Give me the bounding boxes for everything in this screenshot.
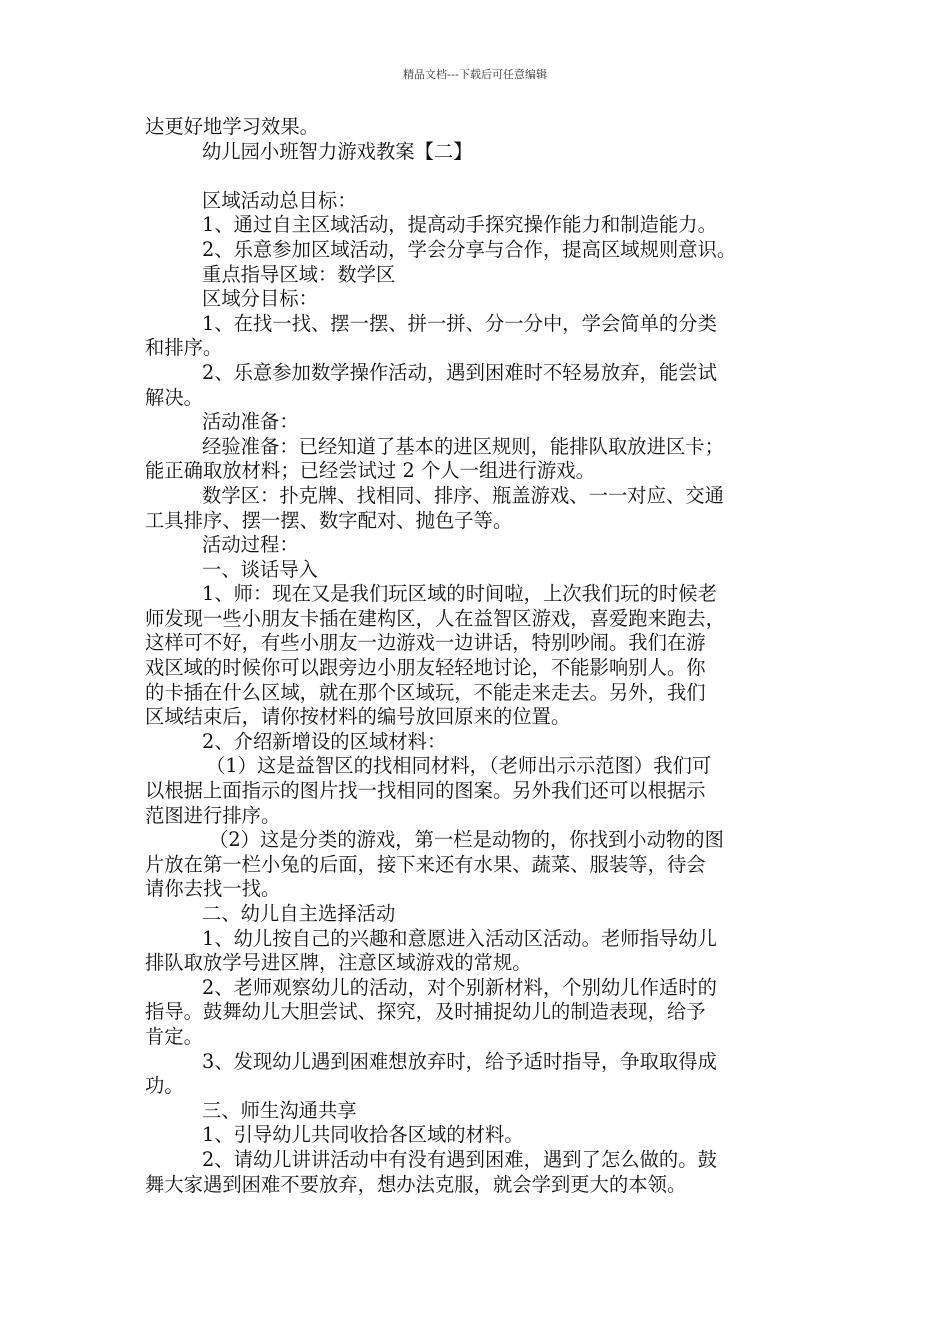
- paragraph-line: 戏区域的时候你可以跟旁边小朋友轻轻地讨论，不能影响别人。你: [145, 656, 706, 680]
- paragraph-line: 2、乐意参加数学操作活动，遇到困难时不轻易放弃，能尝试: [202, 360, 717, 384]
- paragraph-line: 数学区：扑克牌、找相同、排序、瓶盖游戏、一一对应、交通: [202, 483, 724, 507]
- paragraph-line: 师发现一些小朋友卡插在建构区，人在益智区游戏，喜爱跑来跑去，: [145, 606, 725, 630]
- paragraph-line: 片放在第一栏小兔的后面，接下来还有水果、蔬菜、服装等，待会: [145, 852, 706, 876]
- paragraph-line: 1、师：现在又是我们玩区域的时间啦，上次我们玩的时候老: [202, 582, 717, 606]
- section-title: 幼儿园小班智力游戏教案【二】: [202, 139, 473, 163]
- paragraph-line: 2、老师观察幼儿的活动，对个别新材料，个别幼儿作适时的: [202, 975, 717, 999]
- paragraph-line: 舞大家遇到困难不要放弃，想办法克服，就会学到更大的本领。: [145, 1172, 687, 1196]
- paragraph-line: 工具排序、摆一摆、数字配对、抛色子等。: [145, 508, 513, 532]
- paragraph-line: 2、请幼儿讲讲活动中有没有遇到困难，遇到了怎么做的。鼓: [202, 1147, 717, 1171]
- paragraph-line: 以根据上面指示的图片找一找相同的图案。另外我们还可以根据示: [145, 779, 706, 803]
- paragraph-line: 1、通过自主区域活动，提高动手探究操作能力和制造能力。: [202, 213, 717, 237]
- paragraph-line: 请你去找一找。: [145, 877, 281, 901]
- blank-line: [145, 164, 809, 189]
- heading-part-two: 二、幼儿自主选择活动: [202, 902, 396, 925]
- paragraph-line: 肯定。: [145, 1024, 203, 1048]
- paragraph-line: 指导。鼓舞幼儿大胆尝试、探究，及时捕捉幼儿的制造表现，给予: [145, 1000, 706, 1024]
- paragraph-line: 重点指导区域：数学区: [202, 262, 396, 286]
- paragraph-line: 功。: [145, 1074, 184, 1098]
- heading-preparation: 活动准备：: [202, 410, 299, 434]
- paragraph-line: 区域结束后，请你按材料的编号放回原来的位置。: [145, 705, 571, 729]
- paragraph-line: 能正确取放材料；已经尝试过 2 个人一组进行游戏。: [145, 459, 595, 483]
- paragraph-line: 的卡插在什么区域，就在那个区域玩，不能走来走去。另外，我们: [145, 680, 706, 704]
- heading-part-three: 三、师生沟通共享: [202, 1098, 357, 1122]
- heading-overall-goals: 区域活动总目标：: [202, 188, 357, 212]
- heading-process: 活动过程：: [202, 533, 299, 557]
- paragraph-line: （2）这是分类的游戏，第一栏是动物的，你找到小动物的图: [209, 828, 724, 852]
- paragraph-line: 达更好地学习效果。: [145, 115, 319, 138]
- paragraph-line: 1、幼儿按自己的兴趣和意愿进入活动区活动。老师指导幼儿: [202, 926, 717, 950]
- document-body: [145, 115, 809, 1197]
- paragraph-line: 1、引导幼儿共同收拾各区域的材料。: [202, 1123, 524, 1147]
- paragraph-line: 经验准备：已经知道了基本的进区规则，能排队取放进区卡；: [202, 434, 724, 458]
- paragraph-line: 范图进行排序。: [145, 803, 281, 827]
- paragraph-line: 1、在找一找、摆一摆、拼一拼、分一分中，学会简单的分类: [202, 311, 717, 335]
- paragraph-line: 2、乐意参加区域活动，学会分享与合作，提高区域规则意识。: [202, 237, 737, 261]
- paragraph-line: （1）这是益智区的找相同材料，（老师出示示范图）我们可: [206, 754, 712, 778]
- paragraph-line: 3、发现幼儿遇到困难想放弃时，给予适时指导，争取取得成: [202, 1049, 717, 1073]
- paragraph-line: 这样可不好，有些小朋友一边游戏一边讲话，特别吵闹。我们在游: [145, 631, 706, 655]
- paragraph-line: 排队取放学号进区牌，注意区域游戏的常规。: [145, 951, 532, 975]
- paragraph-line: 解决。: [145, 385, 203, 409]
- paragraph-line: 和排序。: [145, 336, 223, 360]
- heading-part-one: 一、谈话导入: [202, 557, 318, 581]
- page-header-watermark: 精品文档---下载后可任意编辑: [403, 68, 547, 81]
- paragraph-line: 2、介绍新增设的区域材料：: [202, 729, 447, 753]
- heading-sub-goals: 区域分目标：: [202, 287, 318, 311]
